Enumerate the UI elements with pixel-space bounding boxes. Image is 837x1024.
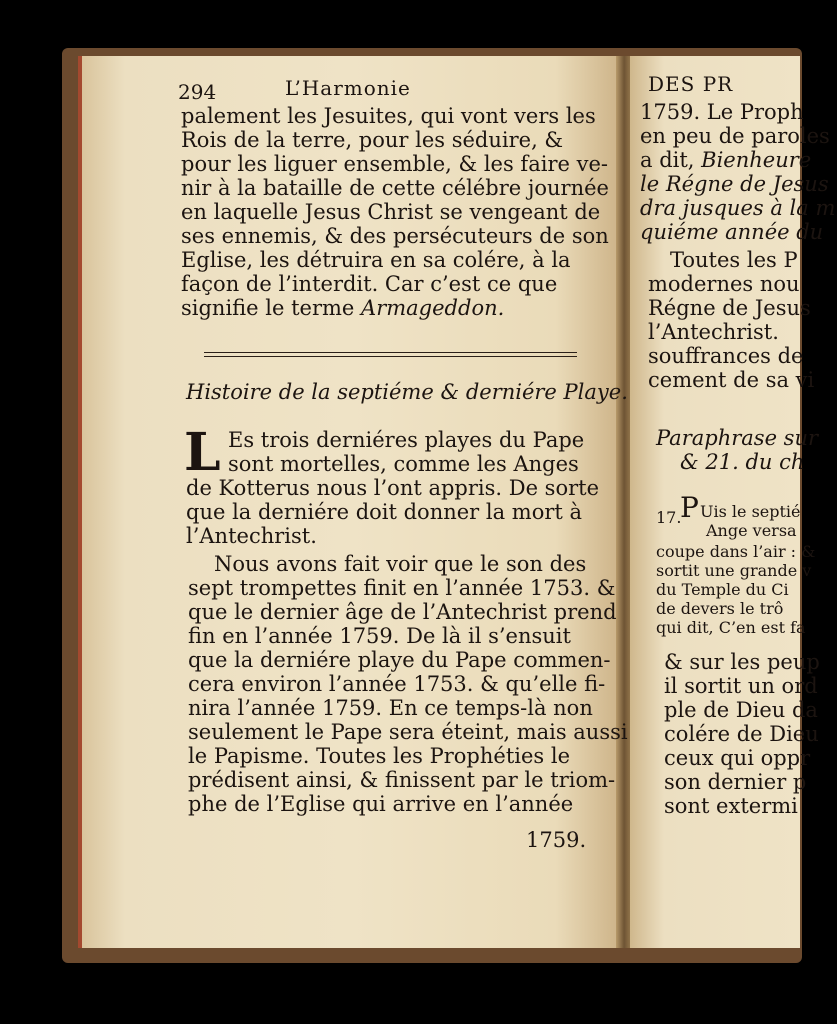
right-small-line: coupe dans l’air : & <box>656 542 816 561</box>
text-line: prédisent ainsi, & finissent par le triom- <box>188 768 616 792</box>
right-line: il sortit un ord <box>664 674 818 698</box>
text-line: Rois de la terre, pour les séduire, & <box>181 128 564 152</box>
right-line: colére de Dieu <box>664 722 819 746</box>
right-line-italic: quiéme année du <box>640 220 824 244</box>
text-line: Es trois derniéres playes du Pape <box>228 428 585 452</box>
verse-number: 17. <box>656 508 682 527</box>
right-line-italic: dra jusques à la m <box>640 196 836 220</box>
text-line: façon de l’interdit. Car c’est ce que <box>181 272 558 296</box>
right-small-line: Ange versa <box>706 521 797 540</box>
right-small-line: de devers le trô <box>656 599 784 618</box>
text-line: seulement le Pape sera éteint, mais aussi <box>188 720 628 744</box>
running-head: L’Harmonie <box>285 76 411 100</box>
text-line: que le dernier âge de l’Antechrist prend <box>188 600 617 624</box>
text-line: Nous avons fait voir que le son des <box>214 552 587 576</box>
text-line: cera environ l’année 1753. & qu’elle fi- <box>188 672 606 696</box>
right-line: cement de sa vi <box>648 368 815 392</box>
page-number: 294 <box>178 80 217 104</box>
verse-drop-cap: P <box>680 491 699 524</box>
right-line: Toutes les P <box>670 248 798 272</box>
right-small-line: Uis le septié <box>700 502 801 521</box>
right-line: 1759. Le Proph <box>640 100 804 124</box>
text-line: fin en l’année 1759. De là il s’ensuit <box>188 624 571 648</box>
text-line: sept trompettes finit en l’année 1753. & <box>188 576 616 600</box>
text-line: l’Antechrist. <box>186 524 317 548</box>
text-line: pour les liguer ensemble, & les faire ve- <box>181 152 608 176</box>
right-line: ple de Dieu da <box>664 698 818 722</box>
drop-cap: L <box>184 422 221 483</box>
section-title: Histoire de la septiéme & derniére Playe. <box>186 380 628 404</box>
text-line <box>181 296 504 320</box>
right-small-line: qui dit, C’en est fa <box>656 618 806 637</box>
text-line: le Papisme. Toutes les Prophéties le <box>188 744 570 768</box>
right-line: l’Antechrist. <box>648 320 779 344</box>
text-line: de Kotterus nous l’ont appris. De sorte <box>186 476 600 500</box>
catchword: 1759. <box>526 828 587 852</box>
right-line: en peu de paroles <box>640 124 830 148</box>
right-line: & sur les peup <box>664 650 820 674</box>
right-line: Régne de Jesus <box>648 296 811 320</box>
text-line: en laquelle Jesus Christ se vengeant de <box>181 200 601 224</box>
right-line <box>640 148 811 172</box>
text-line: nira l’année 1759. En ce temps-là non <box>188 696 593 720</box>
right-page <box>630 56 836 948</box>
armageddon-word: Armageddon. <box>361 296 505 320</box>
text-line: nir à la bataille de cette célébre journée <box>181 176 609 200</box>
right-small-line: sortit une grande v <box>656 561 812 580</box>
text-line: phe de l’Eglise qui arrive en l’année <box>188 792 574 816</box>
section-divider <box>204 352 577 357</box>
right-line: ceux qui oppr <box>664 746 811 770</box>
text-line: sont mortelles, comme les Anges <box>228 452 579 476</box>
right-small-line: du Temple du Ci <box>656 580 789 599</box>
right-line: modernes nou <box>648 272 800 296</box>
right-line-italic: Bienheure <box>701 148 812 172</box>
right-section-title: & 21. du ch <box>680 450 805 474</box>
right-line-text: a dit, <box>640 148 695 172</box>
text-line: palement les Jesuites, qui vont vers les <box>181 104 596 128</box>
text-line: ses ennemis, & des persécuteurs de son <box>181 224 609 248</box>
text-line-start: signifie le terme <box>181 296 355 320</box>
right-line: souffrances de <box>648 344 804 368</box>
text-line: que la derniére playe du Pape commen- <box>188 648 611 672</box>
right-line: sont extermi <box>664 794 798 818</box>
text-line: que la derniére doit donner la mort à <box>186 500 583 524</box>
right-line: son dernier p <box>664 770 807 794</box>
right-line-italic: le Régne de Jesus <box>640 172 829 196</box>
text-line: Eglise, les détruira en sa colére, à la <box>181 248 571 272</box>
right-running-head: DES PR <box>648 72 734 96</box>
right-section-title: Paraphrase sur <box>656 426 819 450</box>
